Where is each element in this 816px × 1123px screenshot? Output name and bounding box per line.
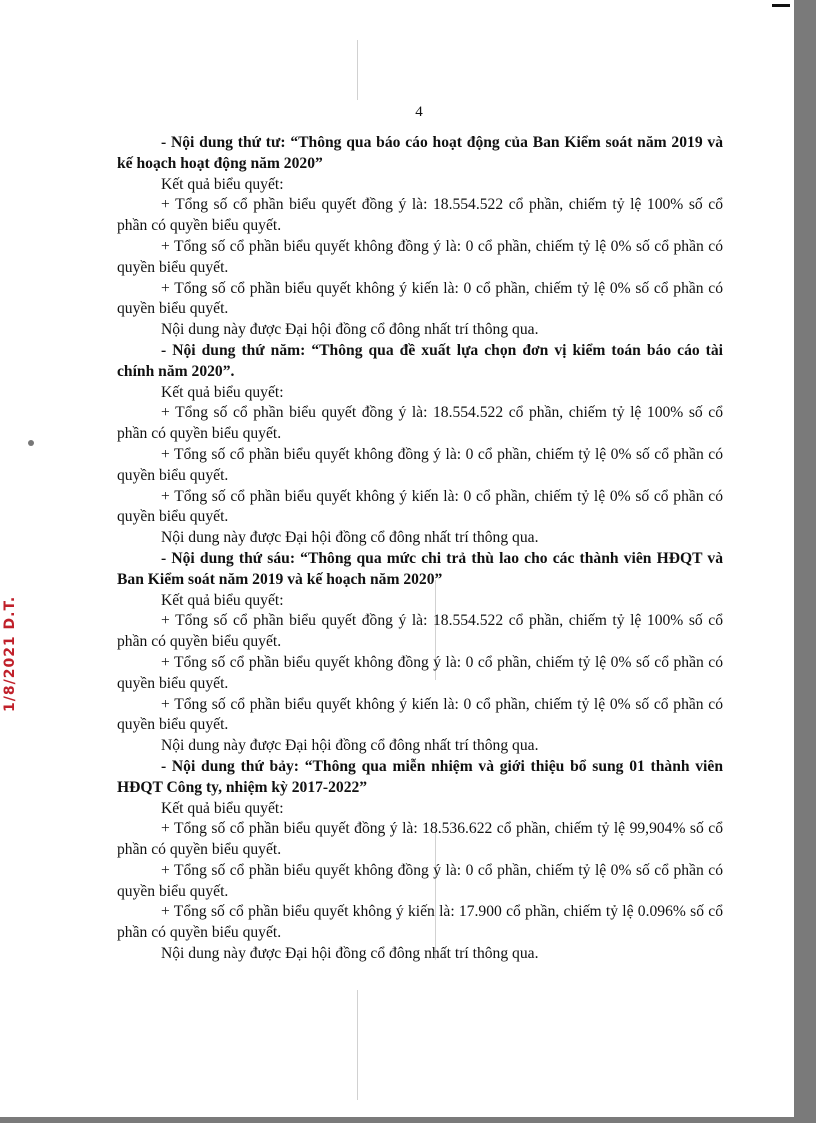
scan-corner-mark: [772, 4, 790, 7]
result-label: Kết quả biểu quyết:: [161, 383, 284, 401]
vote-agree: + Tổng số cổ phần biểu quyết đồng ý là: 18.554.522 cổ phần, chiếm tỷ lệ 100% số cổ phần có quyền biểu quyết.: [117, 612, 723, 651]
vote-disagree: + Tổng số cổ phần biểu quyết không đồng ý là: 0 cổ phần, chiếm tỷ lệ 0% số cổ phần có quyền biểu quyết.: [117, 653, 723, 692]
vote-disagree: + Tổng số cổ phần biểu quyết không đồng ý là: 0 cổ phần, chiếm tỷ lệ 0% số cổ phần có quyền biểu quyết.: [117, 237, 723, 276]
section-conclusion: Nội dung này được Đại hội đồng cổ đông nhất trí thông qua.: [161, 945, 539, 963]
vote-abstain: + Tổng số cổ phần biểu quyết không ý kiến là: 0 cổ phần, chiếm tỷ lệ 0% số cổ phần có quyền biểu quyết.: [117, 487, 723, 526]
section-conclusion: Nội dung này được Đại hội đồng cổ đông nhất trí thông qua.: [161, 737, 539, 755]
vote-agree: + Tổng số cổ phần biểu quyết đồng ý là: 18.554.522 cổ phần, chiếm tỷ lệ 100% số cổ phần có quyền biểu quyết.: [117, 196, 723, 235]
section-heading: - Nội dung thứ năm: “Thông qua đề xuất lựa chọn đơn vị kiểm toán báo cáo tài chính năm 2020”.: [117, 341, 723, 380]
result-label: Kết quả biểu quyết:: [161, 799, 284, 817]
section-heading: - Nội dung thứ sáu: “Thông qua mức chi trả thù lao cho các thành viên HĐQT và Ban Kiểm soát năm 2019 và kế hoạch năm 2020”: [117, 549, 723, 588]
handwritten-margin-stamp: 1/8/2021 D.T.: [2, 595, 18, 712]
document-body: [117, 133, 723, 965]
section-4: [117, 133, 723, 341]
section-7: [117, 757, 723, 965]
scan-artifact-line: [357, 990, 358, 1100]
vote-abstain: + Tổng số cổ phần biểu quyết không ý kiến là: 17.900 cổ phần, chiếm tỷ lệ 0.096% số cổ phần có quyền biểu quyết.: [117, 903, 723, 942]
section-heading: - Nội dung thứ bảy: “Thông qua miễn nhiệm và giới thiệu bổ sung 01 thành viên HĐQT Công ty, nhiệm kỳ 2017-2022”: [117, 757, 723, 796]
scan-dot: [28, 440, 34, 446]
vote-abstain: + Tổng số cổ phần biểu quyết không ý kiến là: 0 cổ phần, chiếm tỷ lệ 0% số cổ phần có quyền biểu quyết.: [117, 695, 723, 734]
vote-disagree: + Tổng số cổ phần biểu quyết không đồng ý là: 0 cổ phần, chiếm tỷ lệ 0% số cổ phần có quyền biểu quyết.: [117, 861, 723, 900]
section-heading: - Nội dung thứ tư: “Thông qua báo cáo hoạt động của Ban Kiểm soát năm 2019 và kế hoạch hoạt động năm 2020”: [117, 134, 723, 172]
section-conclusion: Nội dung này được Đại hội đồng cổ đông nhất trí thông qua.: [161, 321, 539, 339]
vote-agree: + Tổng số cổ phần biểu quyết đồng ý là: 18.536.622 cổ phần, chiếm tỷ lệ 99,904% số cổ phần có quyền biểu quyết.: [117, 820, 723, 859]
result-label: Kết quả biểu quyết:: [161, 591, 284, 609]
vote-abstain: + Tổng số cổ phần biểu quyết không ý kiến là: 0 cổ phần, chiếm tỷ lệ 0% số cổ phần có quyền biểu quyết.: [117, 279, 723, 318]
section-6: [117, 549, 723, 757]
section-5: [117, 341, 723, 549]
section-conclusion: Nội dung này được Đại hội đồng cổ đông nhất trí thông qua.: [161, 529, 539, 547]
vote-agree: + Tổng số cổ phần biểu quyết đồng ý là: 18.554.522 cổ phần, chiếm tỷ lệ 100% số cổ phần có quyền biểu quyết.: [117, 404, 723, 443]
scan-artifact-line: [357, 40, 358, 100]
result-label: Kết quả biểu quyết:: [161, 175, 284, 193]
vote-disagree: + Tổng số cổ phần biểu quyết không đồng ý là: 0 cổ phần, chiếm tỷ lệ 0% số cổ phần có quyền biểu quyết.: [117, 445, 723, 484]
page-number: 4: [415, 104, 423, 120]
